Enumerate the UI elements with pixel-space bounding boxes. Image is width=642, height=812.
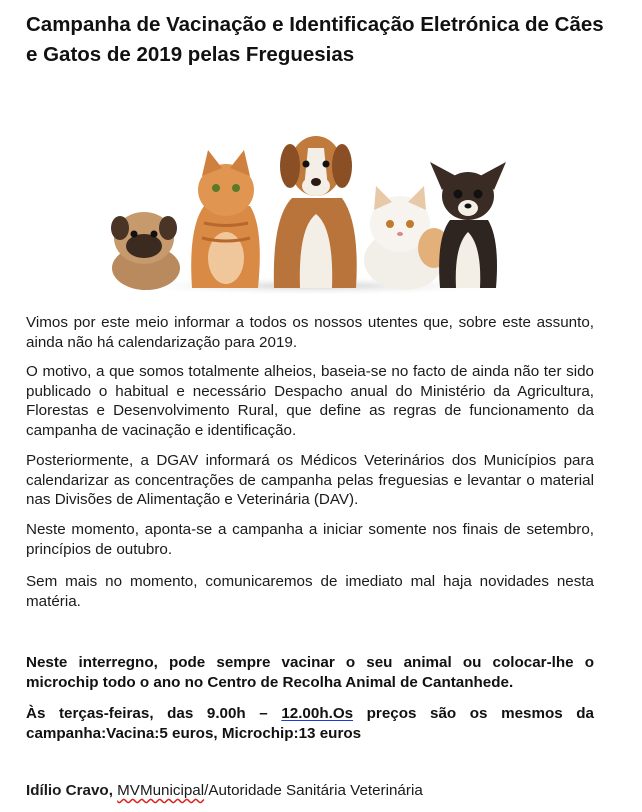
schedule-time: 12.00h.Os xyxy=(281,705,354,722)
orange-tabby-cat xyxy=(191,150,260,288)
paragraph-timeline: Neste momento, aponta-se a campanha a iniciar somente nos finais de setembro, princípios de outubro. xyxy=(26,521,594,558)
chihuahua xyxy=(430,162,506,288)
signature-role-b: /Autoridade Sanitária Veterinária xyxy=(204,782,423,799)
pug-dog xyxy=(111,212,180,290)
document-title: Campanha de Vacinação e Identificação Eletrónica de Cães e Gatos de 2019 pelas Freguesias xyxy=(26,13,604,66)
signature xyxy=(26,781,616,801)
signature-role-a: MVMunicipal xyxy=(117,782,205,799)
notice-interim: Neste interregno, pode sempre vacinar o seu animal ou colocar-lhe o microchip todo o ano no Centro de Recolha Animal de Cantanhede. xyxy=(26,654,594,691)
paragraph-dgav: Posteriormente, a DGAV informará os Médicos Veterinários dos Municípios para calendarizar as concentrações de campanha pelas freguesias e levantar o material nas Divisões de Alimentação e Veterinária (DAV). xyxy=(26,452,594,509)
paragraph-motive: O motivo, a que somos totalmente alheios, baseia-se no facto de ainda não ter sido publicado o habitual e necessário Despacho anual do Ministério da Agricultura, Florestas e Desenvolvimento Rural, que define as regras de funcionamento da campanha de vacinação e identificação. xyxy=(26,363,594,439)
schedule-prices: preços são os mesmos da campanha:Vacina:5 euros, Microchip:13 euros xyxy=(26,705,594,742)
notice-schedule xyxy=(26,704,594,743)
white-persian-cat xyxy=(364,186,450,290)
schedule-start: Às terças-feiras, das 9.00h – xyxy=(26,705,282,722)
brown-white-dog xyxy=(274,136,357,288)
signature-name: Idílio Cravo, xyxy=(26,782,113,799)
pets-photo xyxy=(104,128,526,294)
paragraph-intro: Vimos por este meio informar a todos os nossos utentes que, sobre este assunto, ainda não há calendarização para 2019. xyxy=(26,314,594,351)
paragraph-closing: Sem mais no momento, comunicaremos de imediato mal haja novidades nesta matéria. xyxy=(26,573,594,610)
